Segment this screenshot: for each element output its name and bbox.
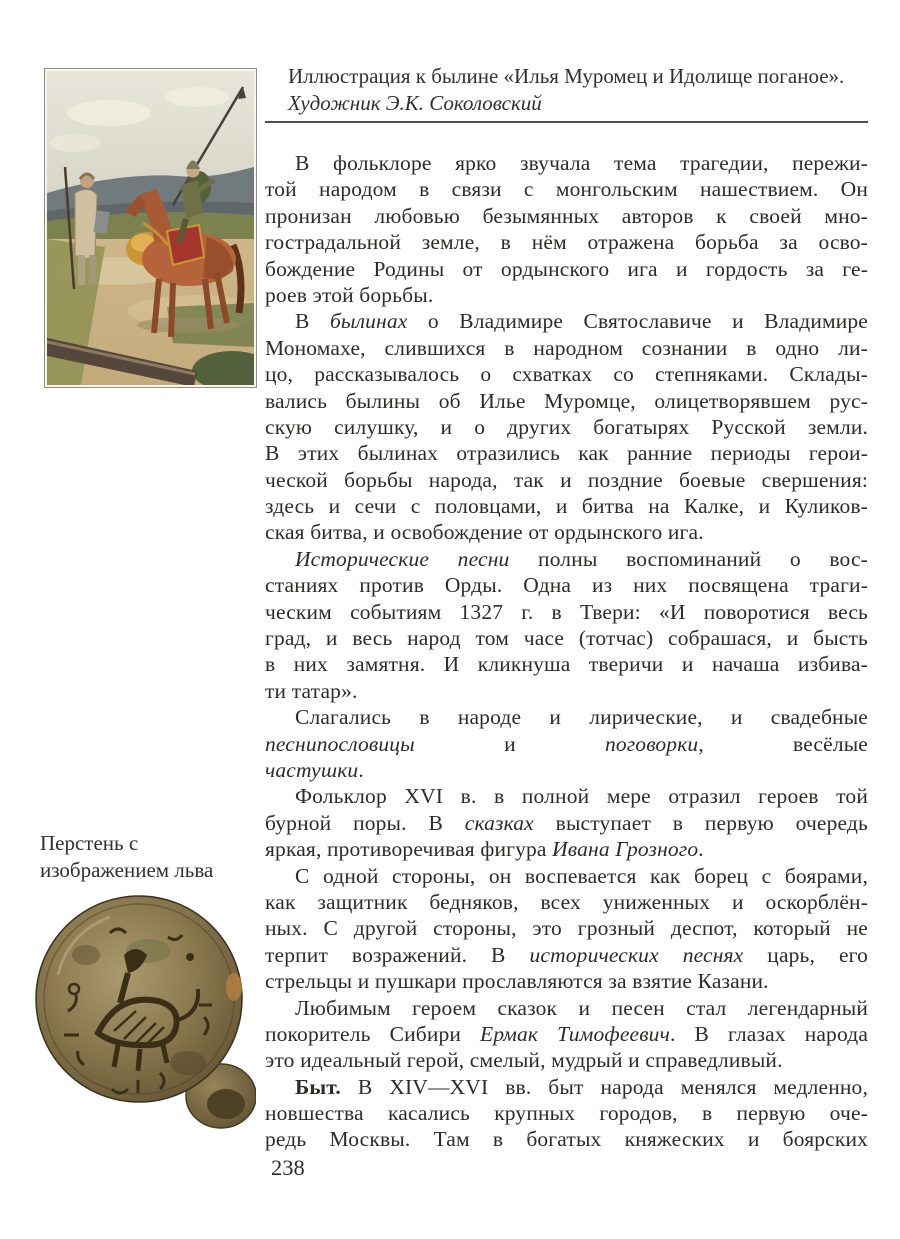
divider-rule (265, 121, 868, 123)
bylina-illustration (44, 68, 257, 388)
text-line: В этих былинах отразились как ранние периоды герои- (265, 441, 868, 466)
text-line: Мономахе, слившихся в народном сознании в одно ли- (265, 335, 868, 360)
text-line: С одной стороны, он воспевается как борец с боярами, (295, 863, 868, 888)
text-line: в них замятня. И кликнуша тверичи и начаша избива- (265, 652, 868, 677)
text-line: ческим событиям 1327 г. в Твери: «И поворотися весь (265, 599, 868, 624)
text-line: как защитник бедняков, всех униженных и оскорблён- (265, 889, 868, 914)
text-line: ти татар». (265, 678, 358, 703)
paragraph (265, 704, 868, 783)
page-number: 238 (271, 1155, 305, 1180)
text-line: частушки. (265, 757, 364, 782)
text-line: стрельцы и пушкари прославляются за взятие Казани. (265, 969, 769, 994)
paragraph (265, 150, 868, 308)
body-text (265, 150, 868, 1153)
text-line: станиях против Орды. Одна из них посвящена траги- (265, 573, 868, 598)
illustration-caption (288, 63, 870, 117)
ring-caption-line2: изображением льва (40, 857, 214, 882)
text-line: Быт. В XIV—XVI вв. быт народа менялся медленно, (295, 1074, 868, 1099)
text-line: скую силушку, и о других богатырях Русской земли. (265, 414, 868, 439)
lion-ring-graphic (28, 893, 256, 1131)
text-line: новшества касались крупных городов, в первую оче- (265, 1101, 868, 1126)
text-line: здесь и сечи с половцами, и битва на Калке, и Куликов- (265, 494, 868, 519)
text-line: редь Москвы. Там в богатых княжеских и боярских (265, 1127, 868, 1152)
text-line: Фольклор XVI в. в полной мере отразил героев той (295, 784, 868, 809)
text-line: В былинах о Владимире Святославиче и Владимире (295, 309, 868, 334)
text-line: Слагались в народе и лирические, и свадебные (295, 705, 868, 730)
text-line: бурной поры. В сказках выступает в первую очередь (265, 810, 868, 835)
text-line: ская битва, и освобождение от ордынского ига. (265, 520, 704, 545)
text-line: Исторические песни полны воспоминаний о вос- (295, 546, 868, 571)
text-line: цо, рассказывалось о схватках со степняками. Склады- (265, 362, 868, 387)
paragraph (265, 863, 868, 995)
text-line: В фольклоре ярко звучала тема трагедии, пережи- (295, 151, 868, 175)
text-line: пронизан любовью безымянных авторов к своей мно- (265, 203, 868, 228)
ring-caption (40, 830, 260, 883)
paragraph (265, 1074, 868, 1153)
text-line: яркая, противоречивая фигура Ивана Грозного. (265, 837, 704, 862)
text-line: гострадальной земле, в нём отражена борьба за осво- (265, 230, 868, 255)
paragraph (265, 546, 868, 704)
text-line: это идеальный герой, смелый, мудрый и справедливый. (265, 1048, 783, 1073)
paragraph (265, 308, 868, 546)
text-line: вались былины об Илье Муромце, олицетворявшем рус- (265, 388, 868, 413)
text-line: той народом в связи с монгольским нашествием. Он (265, 177, 868, 202)
text-line: терпит возражений. В исторических песнях царь, его (265, 942, 868, 967)
bogatyr-painting-graphic (47, 71, 254, 385)
paragraph (265, 995, 868, 1074)
text-line: град, и весь народ том часе (тотчас) собрашася, и бысть (265, 626, 868, 651)
text-line: песнипословицы и поговорки, весёлые (265, 731, 868, 756)
text-line: Любимым героем сказок и песен стал легендарный (295, 995, 868, 1020)
text-line: ных. С другой стороны, это грозный деспот, который не (265, 916, 868, 941)
text-line: покоритель Сибири Ермак Тимофеевич. В глазах народа (265, 1021, 868, 1046)
ring-photo (28, 893, 256, 1131)
caption-artist: Художник Э.К. Соколовский (288, 91, 542, 115)
ring-caption-line1: Перстень с (40, 831, 139, 855)
paragraph (265, 783, 868, 862)
text-line: бождение Родины от ордынского ига и гордость за ге- (265, 256, 868, 281)
text-line: роев этой борьбы. (265, 282, 434, 307)
caption-title: Иллюстрация к былине «Илья Муромец и Идолище поганое». (288, 64, 845, 88)
text-line: ческой борьбы народа, так и поздние боевые свершения: (265, 467, 868, 492)
